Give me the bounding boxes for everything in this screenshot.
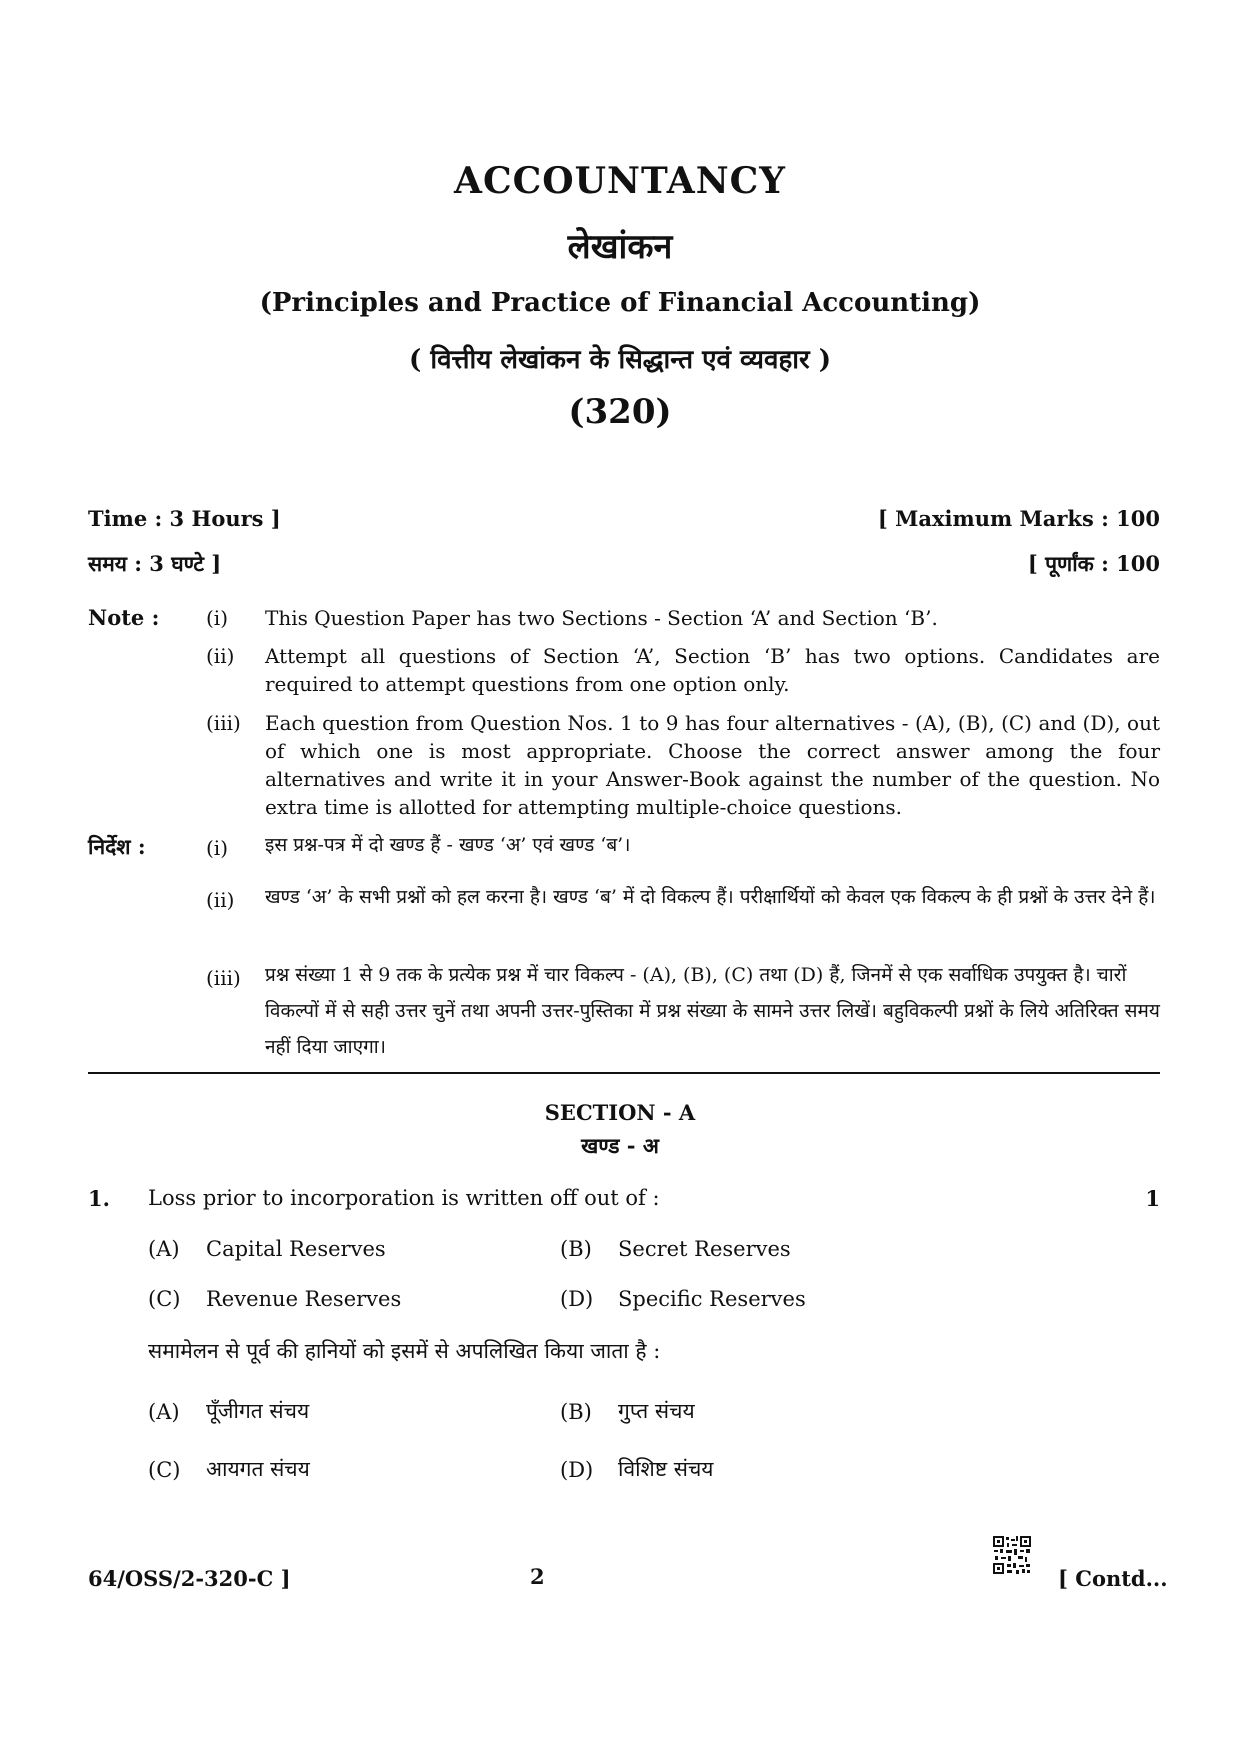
option-text-hindi: गुप्त संचय [618, 1399, 695, 1423]
note-hindi-item-text: प्रश्न संख्या 1 से 9 तक के प्रत्येक प्रश्न में चार विकल्प - (A), (B), (C) तथा (D) हैं, जिनमें से एक सर्वाधिक उपयुक्त है। चारों विकल्पों में से सही उत्तर चुनें तथा अपनी उत्तर-पुस्तिका में प्रश्न संख्या के सामने उत्तर लिखें। बहुविकल्पी प्रश्नों के लिये अतिरिक्त समय नहीं दिया जाएगा। [265, 964, 1160, 1058]
paper-code: (320) [568, 392, 672, 432]
option-text: Specific Reserves [618, 1287, 806, 1311]
option-text: Revenue Reserves [206, 1287, 402, 1311]
note-item-text: Attempt all questions of Section ‘A’, Section ‘B’ has two options. Candidates are required to attempt questions from one option only. [265, 644, 1160, 696]
paper-title-hindi: लेखांकन [567, 227, 673, 267]
option-label: (D) [560, 1458, 594, 1482]
note-item-number: (i) [206, 606, 229, 630]
note-item-text: This Question Paper has two Sections - Section ‘A’ and Section ‘B’. [265, 606, 938, 630]
option-text: Capital Reserves [206, 1237, 386, 1261]
note-hindi-item-text: खण्ड ‘अ’ के सभी प्रश्नों को हल करना है। खण्ड ‘ब’ में दो विकल्प हैं। परीक्षार्थियों को केवल एक विकल्प के ही प्रश्नों के उत्तर देने हैं। [265, 886, 1156, 908]
note-hindi-item-number: (iii) [206, 966, 241, 990]
max-marks-english: [ Maximum Marks : 100 [877, 506, 1160, 531]
note-item-number: (ii) [206, 644, 235, 668]
note-item-text: Each question from Question Nos. 1 to 9 has four alternatives - (A), (B), (C) and (D), out of which one is most appropriate. Choose the correct answer among the four alternatives and write it in your Answer-Book against the number of the question. No extra time is allotted for attempting multiple-choice questions. [265, 711, 1160, 819]
paper-code-footer: 64/OSS/2-320-C ] [88, 1566, 291, 1591]
question-text-hindi: समामेलन से पूर्व की हानियों को इसमें से अपलिखित किया जाता है : [148, 1339, 661, 1363]
qr-code-icon [992, 1535, 1032, 1575]
option-label: (C) [148, 1458, 181, 1482]
option-label: (D) [560, 1287, 594, 1311]
section-title: SECTION - A [544, 1100, 696, 1125]
question-number: 1. [88, 1186, 110, 1211]
time-english: Time : 3 Hours ] [88, 506, 281, 531]
divider [88, 1072, 1160, 1074]
option-label: (B) [560, 1237, 592, 1261]
max-marks-hindi: [ पूर्णांक : 100 [1027, 551, 1160, 576]
option-label: (A) [148, 1237, 180, 1261]
option-label: (A) [148, 1400, 180, 1424]
option-text-hindi: पूँजीगत संचय [206, 1399, 310, 1423]
time-hindi: समय : 3 घण्टे ] [88, 551, 222, 576]
option-text: Secret Reserves [618, 1237, 791, 1261]
continued-label: [ Contd... [1058, 1566, 1168, 1591]
question-text: Loss prior to incorporation is written off out of : [148, 1186, 660, 1210]
option-label: (B) [560, 1400, 592, 1424]
note-hindi-item-number: (i) [206, 836, 229, 860]
question-marks: 1 [1145, 1186, 1160, 1211]
note-hindi-item-number: (ii) [206, 888, 235, 912]
note-label-hindi: निर्देश : [88, 834, 146, 859]
note-hindi-item-text: इस प्रश्न-पत्र में दो खण्ड हैं - खण्ड ‘अ’ एवं खण्ड ‘ब’। [265, 834, 631, 856]
paper-subtitle: (Principles and Practice of Financial Accounting) [259, 288, 981, 318]
page-number: 2 [530, 1564, 545, 1589]
option-text-hindi: आयगत संचय [206, 1457, 310, 1481]
paper-subtitle-hindi: ( वित्तीय लेखांकन के सिद्धान्त एवं व्यवहार ) [408, 345, 831, 375]
option-text-hindi: विशिष्ट संचय [618, 1457, 714, 1481]
note-item-number: (iii) [206, 711, 241, 735]
note-label: Note : [88, 605, 160, 630]
option-label: (C) [148, 1287, 181, 1311]
paper-title: ACCOUNTANCY [454, 160, 786, 202]
section-title-hindi: खण्ड - अ [581, 1133, 659, 1158]
